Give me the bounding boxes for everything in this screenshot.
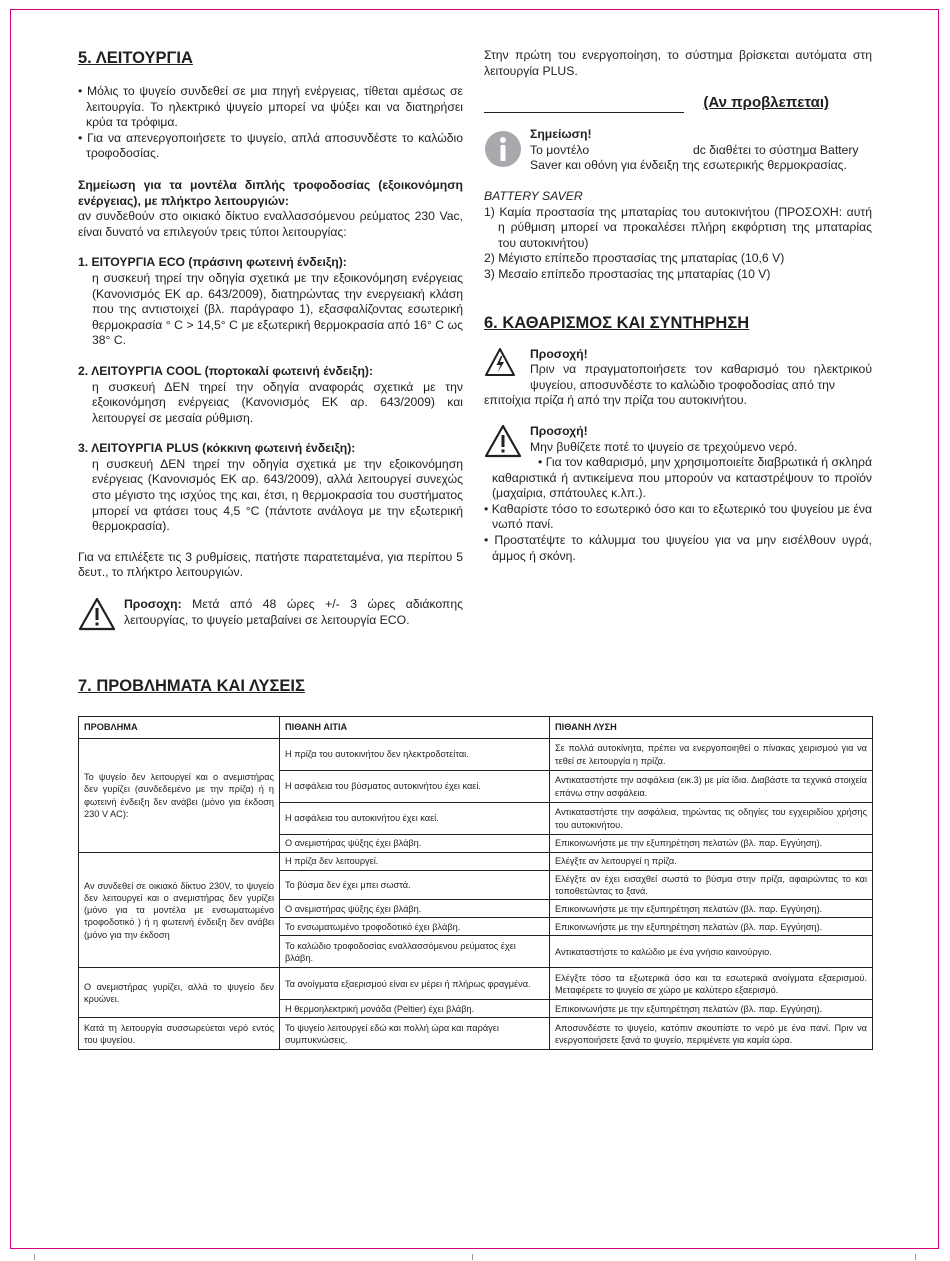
- table-row: [79, 1018, 873, 1050]
- warning-icon: [78, 597, 116, 631]
- mode-plus-text: η συσκευή ΔΕΝ τηρεί την οδηγία σχετικά με την εξοικονόμηση ενέργειας (Κανονισμός ΕΚ αρ. 643/2009), αλλά λειτουργεί συνεχώς στο μέγιστο της ισχύος της και, έτσι, η θερμοκρασία του συστήματος μπορεί να φτάσει τους 4,5 °C (πάντοτε ανάλογα με την εξωτερική θερμοκρασία).: [92, 456, 463, 534]
- crop-mark: [34, 1254, 35, 1260]
- mode-eco-text: η συσκευή τηρεί την οδηγία σχετικά με την εξοικονόμηση ενέργειας (Κανονισμός ΕΚ αρ. 643/2009), διατηρώντας την ενεργειακή κλάση που της αντιστοιχεί (βλ. παράγραφο 1), εξασφαλίζοντας εσωτερική θερμοκρασία ° C > 14,5° C με εξωτερική θερμοκρασία από 16° C ως 38° C.: [92, 270, 463, 348]
- battery-saver-option: 3) Μεσαίο επίπεδο προστασίας της μπαταρίας (10 V): [484, 266, 771, 281]
- cause-cell: Η ασφάλεια του βύσματος αυτοκινήτου έχει καεί.: [280, 771, 550, 803]
- crop-mark: [915, 1254, 916, 1260]
- problem-cell: Το ψυγείο δεν λειτουργεί και ο ανεμιστήρας δεν γυρίζει (συνδεδεμένο με την πρίζα) ή η φωτεινή ένδειξη δεν ανάβει (μόνο για έκδοση 230 V AC):: [79, 739, 280, 853]
- note-line: [530, 143, 872, 159]
- battery-saver-option: 1) Καμία προστασία της μπαταρίας του αυτοκινήτου (ΠΡΟΣΟΧΗ: αυτή η ρύθμιση μπορεί να προκαλέσει πλήρη εκφόρτιση της μπαταρίας του αυτοκινήτου): [484, 204, 872, 250]
- cleaning-bullet: • Καθαρίστε τόσο το εσωτερικό όσο και το εξωτερικό του ψυγείου με ένα νωπό πανί.: [484, 501, 872, 532]
- solution-cell: Επικοινωνήστε με την εξυπηρέτηση πελατών (βλ. παρ. Εγγύηση).: [550, 918, 873, 936]
- header-problem: ΠΡΟΒΛΗΜΑ: [79, 717, 280, 739]
- cause-cell: Η θερμοηλεκτρική μονάδα (Peltier) έχει βλάβη.: [280, 1000, 550, 1018]
- header-cause: ΠΙΘΑΝΗ ΑΙΤΙΑ: [280, 717, 550, 739]
- cause-cell: Το βύσμα δεν έχει μπει σωστά.: [280, 871, 550, 900]
- note-title: Σημείωση!: [530, 127, 592, 142]
- cleaning-bullet: • Προστατέψτε το κάλυμμα του ψυγείου για να μην εισέλθουν υγρά, άμμος ή σκόνη.: [484, 533, 872, 563]
- mode-plus-title: 3. ΛΕΙΤΟΥΡΓΙΑ PLUS (κόκκινη φωτεινή ένδειξη):: [78, 441, 356, 456]
- warning-text: Μην βυθίζετε ποτέ το ψυγείο σε τρεχούμενο νερό.: [530, 439, 798, 454]
- info-note: [484, 127, 872, 174]
- cleaning-bullet: • Για τον καθαρισμό, μην χρησιμοποιείτε διαβρωτικά ή σκληρά καθαριστικά ή αντικείμενα που μπορούν να καταστρέψουν το προϊόν (μαχαίρια, σπάτουλες κ.λπ.).: [492, 455, 872, 501]
- cause-cell: Το καλώδιο τροφοδοσίας εναλλασσόμενου ρεύματος έχει βλάβη.: [280, 936, 550, 968]
- solution-cell: Ελέγξτε αν έχει εισαχθεί σωστά το βύσμα στην πρίζα, αφαιρώντας το και τοποθετώντας το ξανά.: [550, 871, 873, 900]
- cause-cell: Η πρίζα του αυτοκινήτου δεν ηλεκτροδοτείται.: [280, 739, 550, 771]
- table-row: [79, 853, 873, 871]
- solution-cell: Αντικαταστήστε το καλώδιο με ένα γνήσιο καινούργιο.: [550, 936, 873, 968]
- note-text-c: Saver και οθόνη για ένδειξη της εσωτερικής θερμοκρασίας.: [530, 158, 847, 173]
- solution-cell: Επικοινωνήστε με την εξυπηρέτηση πελατών (βλ. παρ. Εγγύηση).: [550, 1000, 873, 1018]
- cause-cell: Η πρίζα δεν λειτουργεί.: [280, 853, 550, 871]
- section-5-title: 5. ΛΕΙΤΟΥΡΓΙΑ: [78, 49, 193, 67]
- cause-cell: Τα ανοίγματα εξαερισμού είναι εν μέρει ή πλήρως φραγμένα.: [280, 968, 550, 1000]
- warning-title: Προσοχή!: [530, 423, 588, 438]
- dual-supply-note-heading: Σημείωση για τα μοντέλα διπλής τροφοδοσίας (εξοικονόμηση ενέργειας), με πλήκτρο λειτουργιών:: [78, 177, 463, 208]
- cause-cell: Το ενσωματωμένο τροφοδοτικό έχει βλάβη.: [280, 918, 550, 936]
- warning-text-continued: επιτοίχια πρίζα ή από την πρίζα του αυτοκινήτου.: [484, 393, 747, 408]
- operation-bullet: • Για να απενεργοποιήσετε το ψυγείο, απλά αποσυνδέστε το καλώδιο τροφοδοσίας.: [78, 130, 463, 161]
- solution-cell: Σε πολλά αυτοκίνητα, πρέπει να ενεργοποιηθεί ο πίνακας χειρισμού για να τεθεί σε λειτουργία η πρίζα.: [550, 739, 873, 771]
- caution-label: Προσοχη:: [124, 597, 182, 612]
- warning-electric: [484, 347, 872, 409]
- caution-text: Μετά από 48 ώρες +/- 3 ώρες αδιάκοπης λειτουργίας, το ψυγείο μεταβαίνει σε λειτουργία ECO.: [124, 597, 463, 627]
- warning-text: Πριν να πραγματοποιήσετε τον καθαρισμό του ηλεκτρικού ψυγείου, αποσυνδέστε το καλώδιο τροφοδοσίας από την: [530, 362, 872, 392]
- mode-select-text: Για να επιλέξετε τις 3 ρυθμίσεις, πατήστε παρατεταμένα, για περίπου 5 δευτ., το πλήκτρο λειτουργιών.: [78, 549, 463, 580]
- solution-cell: Αποσυνδέστε το ψυγείο, κατόπιν σκουπίστε το νερό με ένα πανί. Πριν να ενεργοποιήσετε ξανά το ψυγείο, περιμένετε για καμία ώρα.: [550, 1018, 873, 1050]
- electric-hazard-icon: [484, 347, 516, 377]
- solution-cell: Ελέγξτε αν λειτουργεί η πρίζα.: [550, 853, 873, 871]
- mode-cool-text: η συσκευή ΔΕΝ τηρεί την οδηγία αναφοράς σχετικά με την εξοικονόμηση ενέργειας (Κανονισμός ΕΚ αρ. 643/2009) και λειτουργεί σε μεσαία ρύθμιση.: [92, 379, 463, 425]
- problem-cell: Ο ανεμιστήρας γυρίζει, αλλά το ψυγείο δεν κρυώνει.: [79, 968, 280, 1018]
- cause-cell: Ο ανεμιστήρας ψύξης έχει βλάβη.: [280, 835, 550, 853]
- info-icon: [484, 130, 522, 168]
- note-text-b: dc διαθέτει το σύστημα Battery: [693, 142, 859, 157]
- cause-cell: Ο ανεμιστήρας ψύξης έχει βλάβη.: [280, 900, 550, 918]
- troubleshooting-table-wrap: [78, 716, 872, 1050]
- warning-title: Προσοχή!: [530, 346, 588, 361]
- operation-bullet: • Μόλις το ψυγείο συνδεθεί σε μια πηγή ενέργειας, τίθεται αμέσως σε λειτουργία. Το ηλεκτρικό ψυγείο μπορεί να ψύξει και να διατηρήσει κρύα τα τρόφιμα.: [78, 84, 463, 130]
- table-body: [79, 739, 873, 1050]
- solution-cell: Επικοινωνήστε με την εξυπηρέτηση πελατών (βλ. παρ. Εγγύηση).: [550, 835, 873, 853]
- troubleshooting-table: [78, 716, 873, 1050]
- warning-cleaning: [484, 424, 872, 502]
- table-row: [79, 739, 873, 771]
- battery-saver-subheading: (Αν προβλεπεται): [703, 94, 829, 112]
- subheading-row: [484, 93, 872, 117]
- note-text-a: Το μοντέλο: [530, 142, 590, 157]
- mode-eco-title: 1. ΕΙΤΟΥΡΓΙΑ ECO (πράσινη φωτεινή ένδειξη):: [78, 255, 347, 270]
- battery-saver-option: 2) Μέγιστο επίπεδο προστασίας της μπαταρίας (10,6 V): [484, 251, 785, 266]
- battery-saver-title: BATTERY SAVER: [484, 188, 583, 203]
- solution-cell: Επικοινωνήστε με την εξυπηρέτηση πελατών (βλ. παρ. Εγγύηση).: [550, 900, 873, 918]
- solution-cell: Αντικαταστήστε την ασφάλεια, τηρώντας τις οδηγίες του εγχειριδίου χρήσης του αυτοκινήτου.: [550, 803, 873, 835]
- caution-eco-switch: [78, 597, 463, 628]
- dual-supply-note-text: αν συνδεθούν στο οικιακό δίκτυο εναλλασσόμενου ρεύματος 230 Vac, είναι δυνατό να επιλεγούν τρεις τύποι λειτουργίας:: [78, 209, 463, 239]
- table-header-row: [79, 717, 873, 739]
- solution-cell: Ελέγξτε τόσο τα εξωτερικά όσο και τα εσωτερικά ανοίγματα εξαερισμού. Μεταφέρετε το ψυγείο σε χώρο με καλύτερο εξαερισμό.: [550, 968, 873, 1000]
- header-solution: ΠΙΘΑΝΗ ΛΥΣΗ: [550, 717, 873, 739]
- cause-cell: Η ασφάλεια του αυτοκινήτου έχει καεί.: [280, 803, 550, 835]
- problem-cell: Κατά τη λειτουργία συσσωρεύεται νερό εντός του ψυγείου.: [79, 1018, 280, 1050]
- mode-cool-title: 2. ΛΕΙΤΟΥΡΓΙΑ COOL (πορτοκαλί φωτεινή ένδειξη):: [78, 363, 374, 378]
- problem-cell: Αν συνδεθεί σε οικιακό δίκτυο 230V, το ψυγείο δεν λειτουργεί και ο ανεμιστήρας δεν γυρίζει (μόνο για τα μοντέλα με ενσωματωμένο τροφοδοτικό ) ή η φωτεινή ένδειξη δεν ανάβει (μόνο για την έκδοση: [79, 853, 280, 968]
- section-6-title: 6. ΚΑΘΑΡΙΣΜΟΣ ΚΑΙ ΣΥΝΤΗΡΗΣΗ: [484, 313, 750, 332]
- section-7-title: 7. ΠΡΟΒΛΗΜΑΤΑ ΚΑΙ ΛΥΣΕΙΣ: [78, 677, 305, 695]
- first-activation-text: Στην πρώτη του ενεργοποίηση, το σύστημα βρίσκεται αυτόματα στη λειτουργία PLUS.: [484, 48, 872, 78]
- crop-mark: [472, 1254, 473, 1260]
- warning-icon: [484, 424, 522, 458]
- section-5-column: [78, 48, 463, 628]
- right-column: [484, 48, 872, 564]
- table-row: [79, 968, 873, 1000]
- subheading-underline: [484, 112, 684, 113]
- cause-cell: Το ψυγείο λειτουργεί εδώ και πολλή ώρα και παράγει συμπυκνώσεις.: [280, 1018, 550, 1050]
- solution-cell: Αντικαταστήστε την ασφάλεια (εικ.3) με μία ίδια. Διαβάστε τα τεχνικά στοιχεία επάνω στην ασφάλεια.: [550, 771, 873, 803]
